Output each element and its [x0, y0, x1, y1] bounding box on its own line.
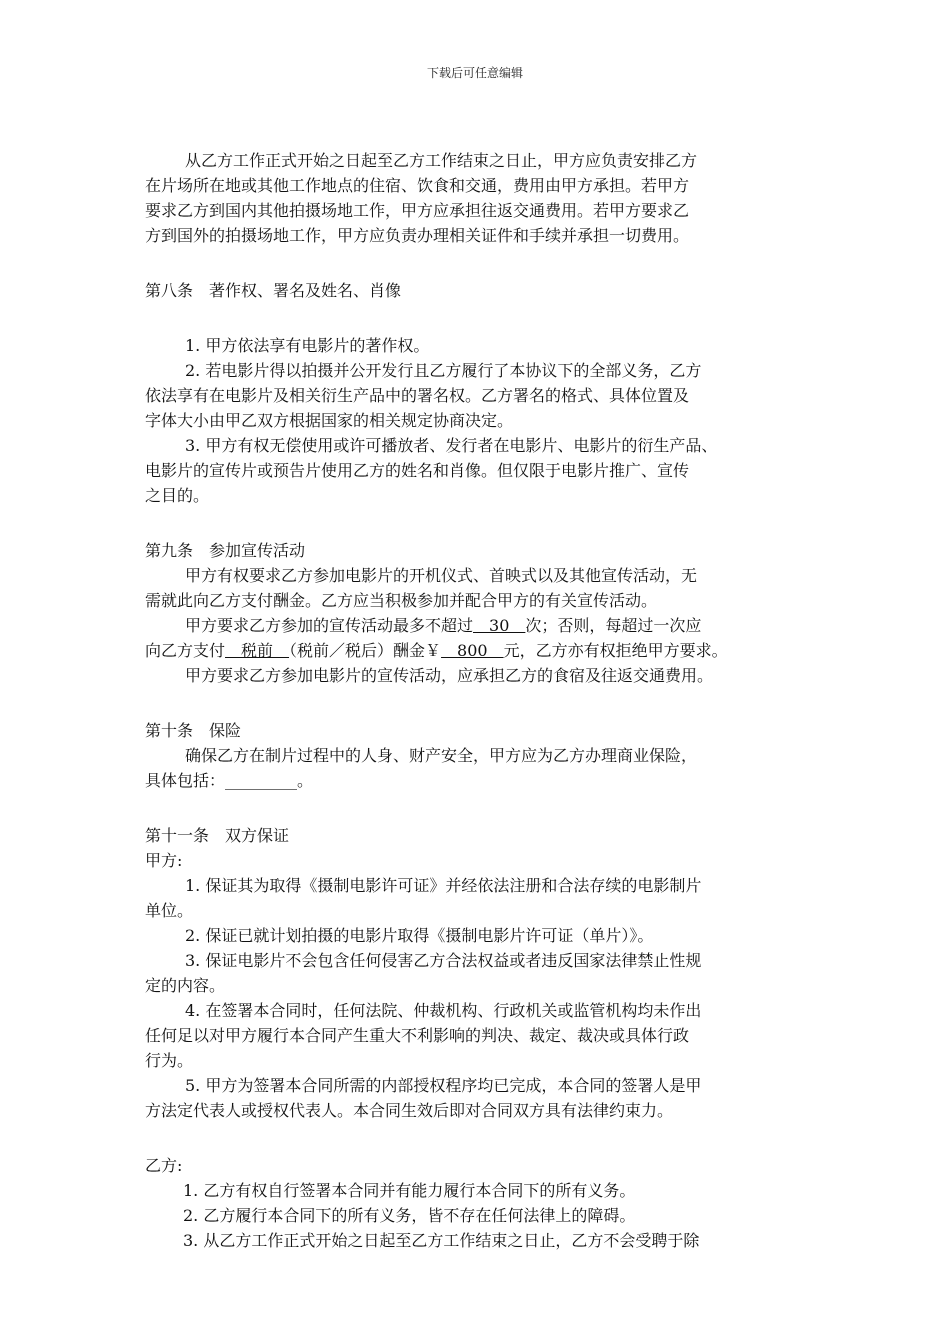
- clause-line: 依法享有在电影片及相关衍生产品中的署名权。乙方署名的格式、具体位置及: [145, 386, 690, 405]
- section-title: 第九条 参加宣传活动: [145, 541, 306, 560]
- paragraph-line: 方到国外的拍摄场地工作，甲方应负责办理相关证件和手续并承担一切费用。: [145, 226, 690, 245]
- amount-blank: 800: [441, 641, 504, 660]
- clause-line: 定的内容。: [145, 976, 226, 995]
- clause-line: 2. 乙方履行本合同下的所有义务，皆不存在任何法律上的障碍。: [183, 1206, 636, 1225]
- clause-line: 5. 甲方为签署本合同所需的内部授权程序均已完成，本合同的签署人是甲: [185, 1076, 702, 1095]
- paragraph-line: 甲方要求乙方参加电影片的宣传活动，应承担乙方的食宿及往返交通费用。: [185, 666, 714, 685]
- section-title: 第八条 著作权、署名及姓名、肖像: [145, 281, 402, 300]
- clause-line: 3. 保证电影片不会包含任何侵害乙方合法权益或者违反国家法律禁止性规: [185, 951, 702, 970]
- clause-line: 2. 保证已就计划拍摄的电影片取得《摄制电影片许可证（单片）》。: [185, 926, 654, 945]
- party-b-label: 乙方:: [145, 1156, 183, 1175]
- section-title: 第十条 保险: [145, 721, 242, 740]
- paragraph-line: 甲方有权要求乙方参加电影片的开机仪式、首映式以及其他宣传活动，无: [185, 566, 698, 585]
- clause-line: 行为。: [145, 1051, 194, 1070]
- contract-body: [145, 148, 820, 1253]
- clause-line: 单位。: [145, 901, 194, 920]
- text-fragment: 次；否则，每超过一次应: [525, 616, 702, 635]
- clause-line: 3. 甲方有权无偿使用或许可播放者、发行者在电影片、电影片的衍生产品、: [185, 436, 718, 455]
- paragraph-line: [145, 638, 820, 663]
- clause-line: 1. 甲方依法享有电影片的著作权。: [185, 336, 430, 355]
- text-fragment: 向乙方支付: [145, 641, 226, 660]
- clause-line: 字体大小由甲乙双方根据国家的相关规定协商决定。: [145, 411, 514, 430]
- clause-line: 1. 乙方有权自行签署本合同并有能力履行本合同下的所有义务。: [183, 1181, 636, 1200]
- clause-line: 方法定代表人或授权代表人。本合同生效后即对合同双方具有法律约束力。: [145, 1101, 674, 1120]
- paragraph-line: 确保乙方在制片过程中的人身、财产安全，甲方应为乙方办理商业保险，: [185, 746, 698, 765]
- paragraph-line: 在片场所在地或其他工作地点的住宿、饮食和交通，费用由甲方承担。若甲方: [145, 176, 690, 195]
- text-fragment: （税前／税后）酬金￥: [289, 641, 442, 660]
- clause-line: 之目的。: [145, 486, 210, 505]
- party-a-label: 甲方:: [145, 851, 183, 870]
- clause-line: 电影片的宣传片或预告片使用乙方的姓名和肖像。但仅限于电影片推广、宣传: [145, 461, 690, 480]
- clause-line: 任何足以对甲方履行本合同产生重大不利影响的判决、裁定、裁决或具体行政: [145, 1026, 690, 1045]
- page-header-note: 下载后可任意编辑: [426, 66, 523, 80]
- clause-line: 1. 保证其为取得《摄制电影许可证》并经依法注册和合法存续的电影制片: [185, 876, 702, 895]
- paragraph-line: [145, 613, 820, 638]
- clause-line: 4. 在签署本合同时，任何法院、仲裁机构、行政机关或监管机构均未作出: [185, 1001, 702, 1020]
- clause-line: 2. 若电影片得以拍摄并公开发行且乙方履行了本协议下的全部义务，乙方: [185, 361, 702, 380]
- text-fragment: 甲方要求乙方参加的宣传活动最多不超过: [185, 616, 474, 635]
- times-blank: 30: [473, 616, 526, 635]
- tax-blank: 税前: [225, 641, 290, 660]
- paragraph-line: 要求乙方到国内其他拍摄场地工作，甲方应承担往返交通费用。若甲方要求乙: [145, 201, 690, 220]
- paragraph-line: 需就此向乙方支付酬金。乙方应当积极参加并配合甲方的有关宣传活动。: [145, 591, 658, 610]
- paragraph-line: 具体包括：_________。: [145, 771, 314, 790]
- clause-line: 3. 从乙方工作正式开始之日起至乙方工作结束之日止，乙方不会受聘于除: [183, 1231, 700, 1250]
- paragraph-line: 从乙方工作正式开始之日起至乙方工作结束之日止，甲方应负责安排乙方: [185, 151, 698, 170]
- section-title: 第十一条 双方保证: [145, 826, 290, 845]
- text-fragment: 元，乙方亦有权拒绝甲方要求。: [503, 641, 728, 660]
